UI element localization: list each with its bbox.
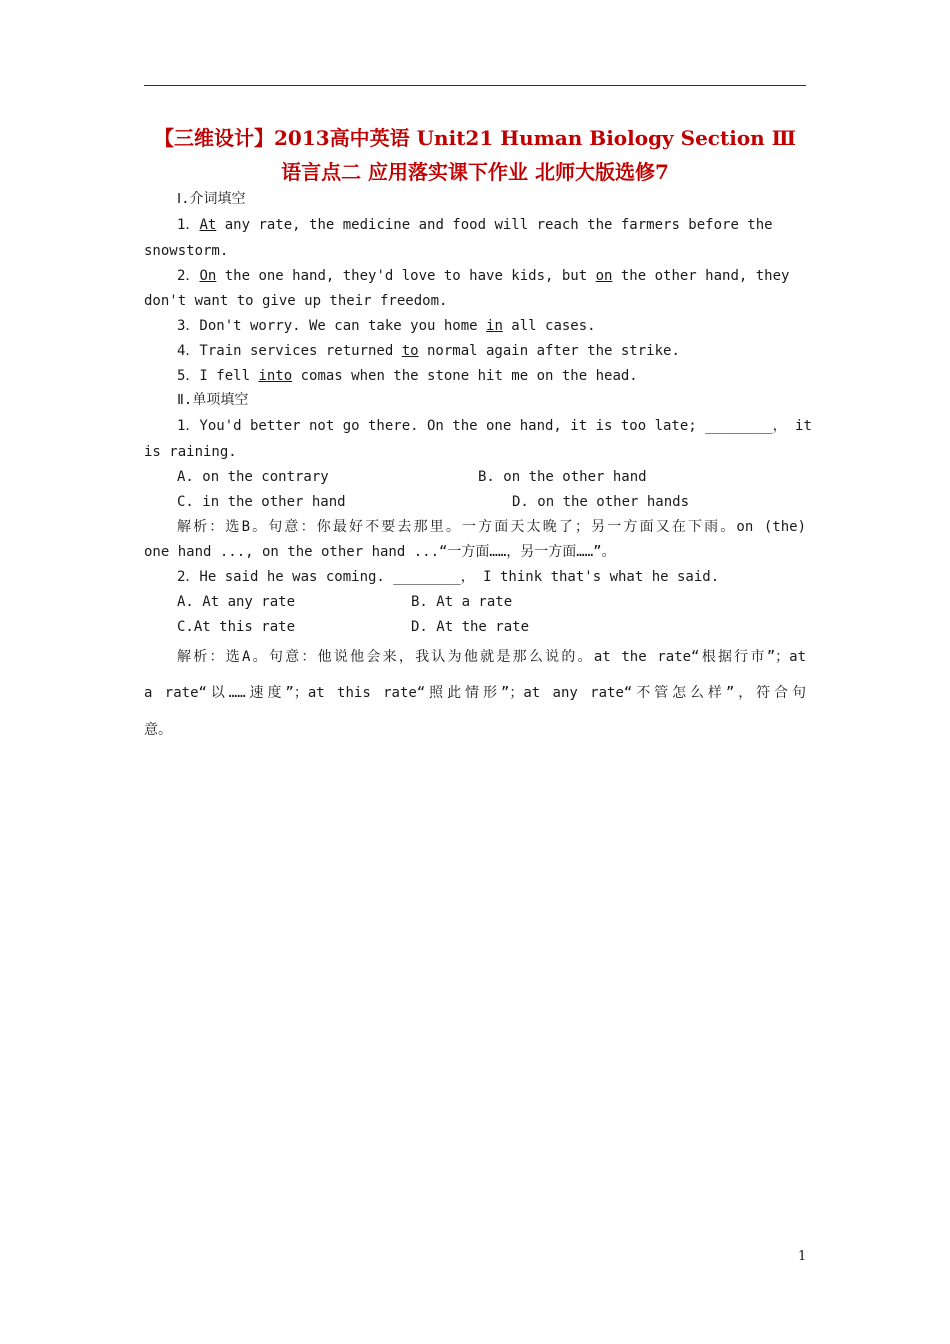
s1-q3-text-end: all cases.: [502, 318, 596, 334]
s2-q1-option-b: B. on the other hand: [478, 469, 647, 485]
s2-q1-line2: is raining.: [144, 444, 237, 460]
s1-q5-text: 5．I fell: [177, 368, 259, 384]
s2-q2-option-d: D. At the rate: [411, 619, 530, 635]
s1-q3-answer: in: [486, 318, 503, 334]
s1-q4-text-end: normal again after the strike.: [418, 343, 680, 359]
section2-heading: Ⅱ.单项填空: [177, 392, 249, 408]
s1-q5-text-end: comas when the stone hit me on the head.: [292, 368, 638, 384]
s2-q1-explanation-line2: one hand ..., on the other hand ...“一方面……，另一方面……”。: [144, 544, 616, 560]
s2-q1-option-a: A. on the contrary: [177, 469, 329, 485]
s1-q3: [177, 317, 596, 335]
s1-q1-number: 1．: [177, 217, 200, 233]
s1-q4-text: 4．Train services returned: [177, 343, 402, 359]
s2-q2-option-c: C.At this rate: [177, 619, 296, 635]
s2-q1-option-d: D. on the other hands: [512, 494, 690, 510]
s2-q2-explanation-line1: 解析：选A。句意：他说他会来，我认为他就是那么说的。at the rate“根据行市”；at: [177, 649, 806, 665]
s1-q4-answer: to: [401, 343, 419, 359]
s1-q2-number: 2．: [177, 268, 200, 284]
s1-q2-answer1: On: [199, 268, 217, 284]
s2-q1-option-c: C. in the other hand: [177, 494, 346, 510]
s2-q1-explanation-line1: 解析：选B。句意：你最好不要去那里。一方面天太晚了；另一方面又在下雨。on (the): [177, 519, 806, 535]
s2-q2-explanation-line2: a rate“以……速度”；at this rate“照此情形”；at any rate“不管怎么样”，符合句: [144, 685, 806, 701]
s1-q2-text-end: the other hand, they: [612, 268, 790, 284]
header-rule: [144, 85, 806, 86]
s1-q5: [177, 367, 638, 385]
s1-q5-answer: into: [258, 368, 293, 384]
s1-q3-text: 3．Don't worry. We can take you home: [177, 318, 487, 334]
s1-q2-answer2: on: [595, 268, 613, 284]
document-title-line1: 【三维设计】2013高中英语 Unit21 Human Biology Section Ⅲ: [153, 126, 797, 150]
s1-q2-line2: don't want to give up their freedom.: [144, 293, 448, 309]
s1-q1-line1: [177, 216, 806, 234]
s1-q4: [177, 342, 680, 360]
s1-q1-text: any rate, the medicine and food will reach the farmers before the: [216, 217, 773, 233]
s2-q1-line1: 1．You'd better not go there. On the one hand, it is too late; ________， it: [177, 418, 812, 434]
s1-q1-line2: snowstorm.: [144, 243, 229, 259]
s1-q2-text-mid: the one hand, they'd love to have kids, but: [216, 268, 596, 284]
s1-q1-answer: At: [199, 217, 217, 233]
s2-q2-explanation-line3: 意。: [144, 722, 172, 738]
section1-heading: Ⅰ.介词填空: [177, 191, 246, 207]
page-number: 1: [798, 1249, 807, 1264]
s2-q2-line1: 2．He said he was coming. ________， I think that's what he said.: [177, 569, 720, 585]
document-title-line2: 语言点二 应用落实课下作业 北师大版选修7: [281, 160, 669, 184]
s2-q2-option-a: A. At any rate: [177, 594, 296, 610]
s2-q2-option-b: B. At a rate: [411, 594, 513, 610]
s1-q2-line1: [177, 267, 789, 285]
